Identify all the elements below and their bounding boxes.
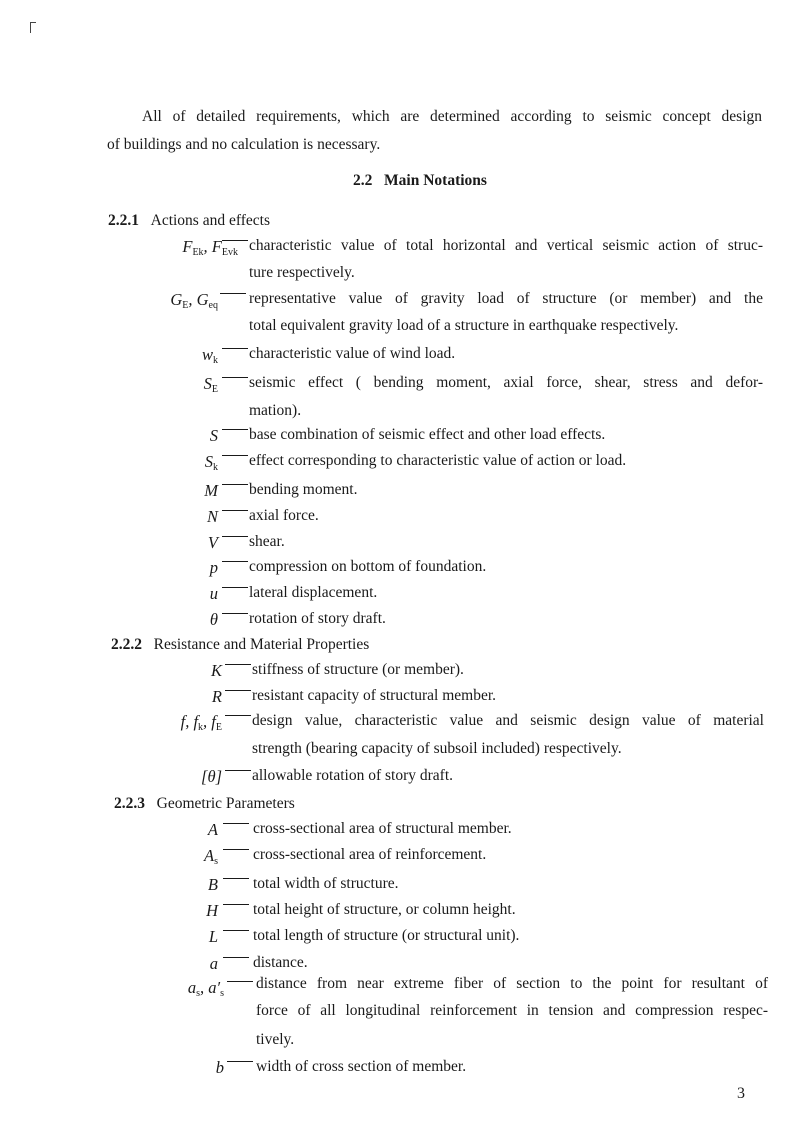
notation-dash	[225, 690, 251, 691]
notation-text-n: axial force.	[249, 507, 319, 524]
notation-text-a-s: cross-sectional area of reinforcement.	[253, 846, 487, 863]
notation-symbol-s-e: $S_E$	[203, 374, 218, 395]
notation-symbol-a-s-a-prime-s: $a_s$, $a'_s$	[187, 978, 224, 999]
notation-symbol-k: K	[210, 661, 222, 680]
notation-dash	[222, 561, 248, 562]
notation-text-s-k: effect corresponding to characteristic value of action or load.	[249, 452, 627, 469]
notation-dash	[223, 930, 249, 931]
notation-text-g-e-line-2: total equivalent gravity load of a structure in earthquake respectively.	[249, 317, 679, 334]
section-heading-title: Main Notations	[384, 172, 487, 189]
section-heading-number: 2.2	[353, 172, 373, 189]
subsection-number: 2.2.3	[114, 795, 145, 812]
notation-text-theta: rotation of story draft.	[249, 610, 386, 627]
notation-dash	[223, 957, 249, 958]
subsection-number: 2.2.2	[111, 636, 142, 653]
notation-symbol-f-ek-f-evk: $F_{Ek}$, $F_{Evk}$	[182, 237, 238, 258]
subsection-number: 2.2.1	[108, 212, 139, 229]
notation-text-p: compression on bottom of foundation.	[249, 558, 487, 575]
notation-symbol-b-lower: b	[215, 1058, 224, 1077]
notation-symbol-a-s: $A_s$	[204, 846, 218, 867]
notation-text-f-ek-line-2: ture respectively.	[249, 264, 355, 281]
notation-text-m: bending moment.	[249, 481, 358, 498]
subsection-title: Actions and effects	[150, 212, 270, 229]
subsection-2-2-1	[108, 212, 270, 231]
notation-text-k: stiffness of structure (or member).	[252, 661, 464, 678]
notation-symbol-n: N	[206, 507, 218, 526]
notation-dash	[223, 823, 249, 824]
notation-symbol-b-upper: B	[207, 875, 218, 894]
notation-symbol-r: R	[211, 687, 222, 706]
subsection-2-2-2	[111, 636, 369, 655]
notation-symbol-g-e-g-eq: $G_E$, $G_{eq}$	[170, 290, 218, 311]
subsection-title: Resistance and Material Properties	[153, 636, 370, 653]
notation-text-h: total height of structure, or column height.	[253, 901, 516, 918]
notation-text-r: resistant capacity of structural member.	[252, 687, 497, 704]
notation-text-s-e-line-2: mation).	[249, 402, 302, 419]
notation-dash	[223, 904, 249, 905]
notation-symbol-h: H	[206, 901, 218, 920]
notation-dash	[222, 429, 248, 430]
intro-line-2: of buildings and no calculation is necessary.	[107, 136, 381, 153]
notation-symbol-s-k: $S_k$	[204, 452, 218, 473]
intro-line-1: All of detailed requirements, which are determined according to seismic concept design	[142, 108, 762, 125]
notation-dash	[227, 981, 253, 982]
notation-text-b-lower: width of cross section of member.	[256, 1058, 467, 1075]
notation-dash	[223, 849, 249, 850]
notation-dash	[220, 293, 246, 294]
notation-text-g-e-line-1: representative value of gravity load of structure (or member) and the	[249, 290, 763, 307]
notation-dash	[222, 510, 248, 511]
notation-symbol-w-k: $w_k$	[201, 345, 218, 366]
notation-symbol-l: L	[208, 927, 218, 946]
notation-symbol-m: M	[204, 481, 218, 500]
notation-symbol-v: V	[207, 533, 218, 552]
notation-dash	[222, 348, 248, 349]
notation-text-w-k: characteristic value of wind load.	[249, 345, 456, 362]
notation-dash	[222, 377, 248, 378]
notation-text-f-line-1: design value, characteristic value and seismic design value of material	[252, 712, 764, 729]
notation-text-s: base combination of seismic effect and other load effects.	[249, 426, 606, 443]
notation-text-f-line-2: strength (bearing capacity of subsoil included) respectively.	[252, 740, 622, 757]
notation-dash	[222, 484, 248, 485]
crop-mark	[30, 22, 36, 33]
notation-dash	[222, 536, 248, 537]
notation-text-a-s-line-1: distance from near extreme fiber of section to the point for resultant of	[256, 975, 768, 992]
notation-text-a-lower: distance.	[253, 954, 308, 971]
subsection-2-2-3	[114, 795, 295, 814]
notation-dash	[223, 878, 249, 879]
notation-text-a-s-line-2: force of all longitudinal reinforcement in tension and compression respec-	[256, 1002, 768, 1019]
notation-dash	[222, 587, 248, 588]
section-heading	[0, 172, 792, 191]
page-number: 3	[737, 1085, 745, 1102]
notation-text-f-ek-line-1: characteristic value of total horizontal and vertical seismic action of struc-	[249, 237, 763, 254]
notation-dash	[225, 715, 251, 716]
notation-dash	[222, 240, 248, 241]
notation-dash	[225, 770, 251, 771]
notation-text-v: shear.	[249, 533, 285, 550]
notation-text-s-e-line-1: seismic effect ( bending moment, axial force, shear, stress and defor-	[249, 374, 763, 391]
notation-symbol-s: S	[209, 426, 218, 445]
notation-text-a-s-line-3: tively.	[256, 1031, 295, 1048]
notation-symbol-theta: θ	[209, 610, 218, 629]
notation-dash	[222, 613, 248, 614]
notation-symbol-u: u	[209, 584, 218, 603]
notation-symbol-a: A	[207, 820, 218, 839]
notation-text-a: cross-sectional area of structural member.	[253, 820, 512, 837]
notation-text-allowable-theta: allowable rotation of story draft.	[252, 767, 454, 784]
notation-symbol-allowable-theta: [θ]	[201, 767, 222, 786]
notation-text-l: total length of structure (or structural unit).	[253, 927, 520, 944]
notation-symbol-p: p	[209, 558, 218, 577]
notation-dash	[227, 1061, 253, 1062]
notation-symbol-f-fk-fe: f, $f_k$, $f_E$	[180, 712, 222, 733]
notation-text-b-upper: total width of structure.	[253, 875, 399, 892]
notation-symbol-a-lower: a	[209, 954, 218, 973]
notation-dash	[222, 455, 248, 456]
notation-dash	[225, 664, 251, 665]
subsection-title: Geometric Parameters	[156, 795, 295, 812]
notation-text-u: lateral displacement.	[249, 584, 378, 601]
